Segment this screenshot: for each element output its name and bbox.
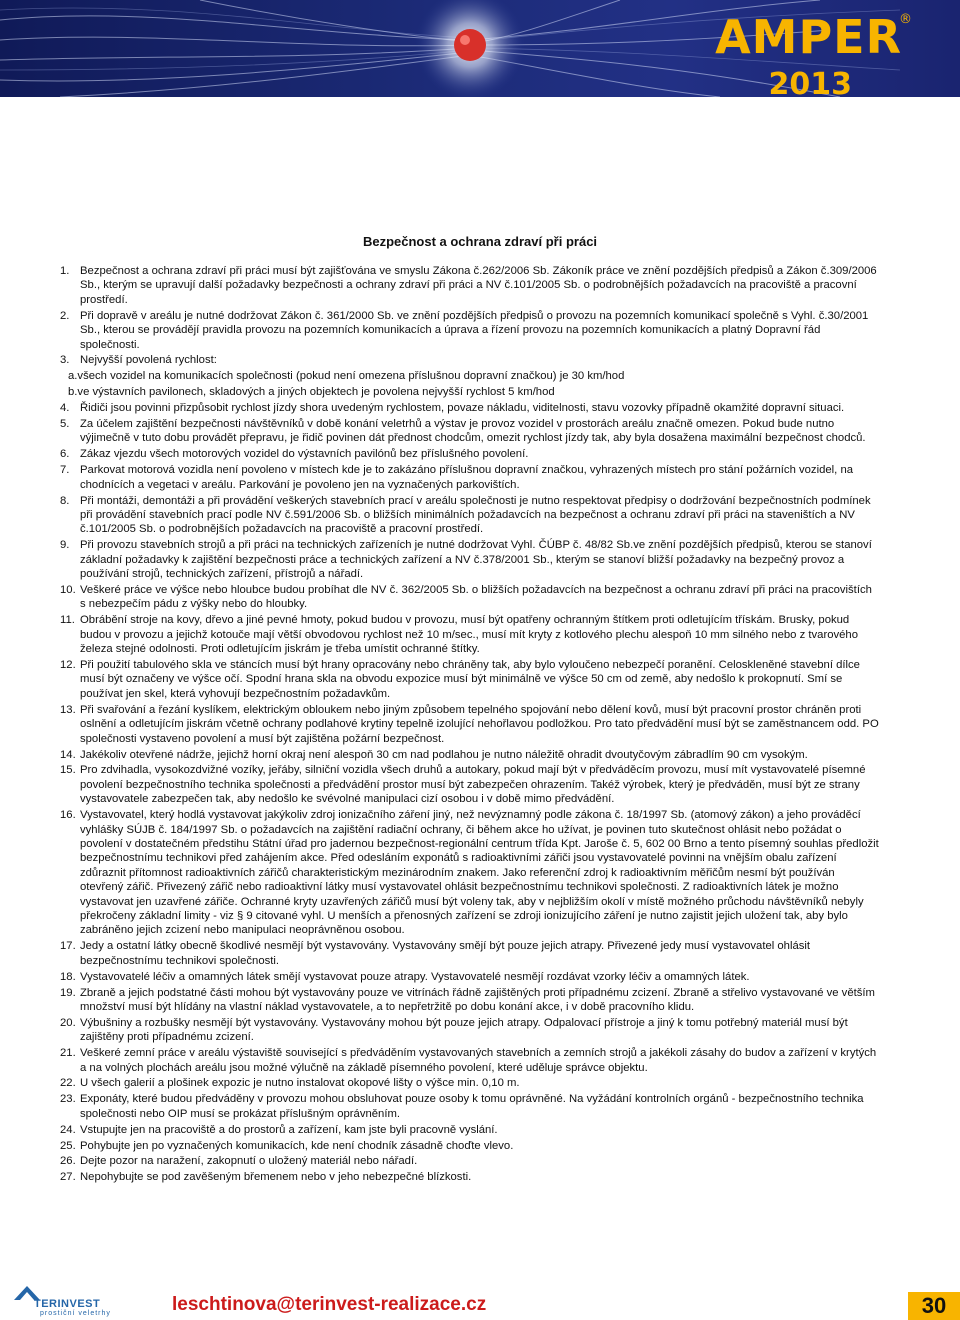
list-item-number: a. bbox=[68, 370, 78, 383]
list-item-text: všech vozidel na komunikacích společnosti (pokud není omezena příslušnou dopravní značkou) je 30 km/hod bbox=[77, 370, 625, 383]
list-item bbox=[60, 264, 880, 307]
list-item-number: 12. bbox=[60, 659, 76, 672]
list-item bbox=[60, 1046, 880, 1075]
list-item-number: 26. bbox=[60, 1155, 76, 1168]
registered-mark: ® bbox=[899, 12, 912, 27]
list-item-text: Veškeré práce ve výšce nebo hloubce budou probíhat dle NV č. 362/2005 Sb. o bližších požadavcích na bezpečnost a ochranu zdraví při práci na pracovištích s nebezpečím pádu z výšky nebo do hloubky. bbox=[80, 584, 872, 611]
list-item-number: 8. bbox=[60, 494, 70, 507]
list-item-number: 2. bbox=[60, 309, 70, 322]
list-item-number: 4. bbox=[60, 402, 70, 415]
header-banner bbox=[0, 0, 960, 97]
list-item bbox=[60, 369, 880, 383]
list-item-text: Při použití tabulového skla ve stáncích musí být hrany opracovány nebo chráněny tak, aby bylo vyloučeno nebezpečí poranění. Celoskleněné stavební dílce musí být označeny ve výšce očí. Spodní hrana skla na obvodu expozice musí být minimálně ve výšce 50 cm od země, aby nedošlo k prokopnutí. Smí se používat jen skel, která vyhovují bezpečnostním požadavkům. bbox=[80, 659, 860, 700]
list-item-text: Zbraně a jejich podstatné části mohou být vystavovány pouze ve vitrínách řádně zajištěných proti případnému zcizení. Zbraně a střelivo vystavované ve větším množství musí být hlídány na vlastní náklad vystavovatele, a to nepřetržitě po dobu konání akce, i v době pracovního klidu. bbox=[80, 986, 875, 1013]
list-item-number: 11. bbox=[60, 614, 75, 627]
list-item-number: 15. bbox=[60, 764, 76, 777]
list-item-number: 1. bbox=[60, 265, 70, 277]
list-item-number: 21. bbox=[60, 1047, 76, 1060]
list-item-number: 13. bbox=[60, 703, 76, 716]
list-item bbox=[60, 1154, 880, 1168]
list-item-number: 10. bbox=[60, 584, 76, 597]
contact-email[interactable]: leschtinova@terinvest-realizace.cz bbox=[172, 1294, 487, 1315]
list-item-text: Pohybujte jen po vyznačených komunikacích, kde není chodník zásadně choďte vlevo. bbox=[80, 1139, 514, 1152]
list-item-text: Při montáži, demontáži a při provádění veškerých stavebních prací v areálu společnosti je nutno respektovat předpisy o dodržování bezpečnostních podmínek při provádění stavebních prací podle NV č.591/2006 Sb. o bližších minimálních požadavcích na bezpečnost a ochranu zdraví při práci na staveništích a NV č.101/2005 Sb. o podrobnějších požadavcích na pracoviště a pracovní prostředí. bbox=[80, 494, 871, 536]
list-item-number: 9. bbox=[60, 539, 70, 552]
list-item-text: Parkovat motorová vozidla není povoleno v místech kde je to zakázáno příslušnou dopravní značkou, vyhrazených místech pro stání požárních vozidel, na chodnících a vegetaci v areálu. Parkování je povoleno jen na vyznačených parkovištích. bbox=[80, 464, 854, 491]
list-item bbox=[60, 417, 880, 446]
list-item-number: 16. bbox=[60, 809, 76, 822]
list-item bbox=[60, 1076, 880, 1090]
list-item bbox=[60, 1139, 880, 1153]
list-item-number: 3. bbox=[60, 354, 70, 367]
list-item-text: Zákaz vjezdu všech motorových vozidel do výstavních pavilónů bez příslušného povolení. bbox=[80, 448, 529, 461]
list-item-text: Jedy a ostatní látky obecně škodlivé nesmějí být vystavovány. Vystavovány smějí být pouze jejich atrapy. Přivezené jedy musí vystavovatel ohlásit bezpečnostnímu technikovi společnosti. bbox=[80, 940, 811, 967]
list-item-text: Pro zdvihadla, vysokozdvižné vozíky, jeřáby, silniční vozidla všech druhů a autokary, pokud mají být v předváděcím provozu, musí mít vystavovatelé písemné povolení bezpečnostního technika společnosti a předvádění prostor musí být zabezpečen ohrazením. Takéž výrobek, který je předváděn, musí být ze strany vystavovatele zabezpečen tak, aby nedošlo ke svévolné manipulaci cizí osobou i v době mimo předvádění. bbox=[80, 764, 866, 806]
list-item-number: 24. bbox=[60, 1123, 76, 1136]
list-item bbox=[60, 1092, 880, 1121]
list-item bbox=[60, 1016, 880, 1045]
list-item-text: Při provozu stavebních strojů a při práci na technických zařízeních je nutné dodržovat Vyhl. ČÚBP č. 48/82 Sb.ve znění pozdějších předpisů, kterou se stanoví základní požadavky k zajištění bezpečnosti práce a technických zařízení a NV č.378/2001 Sb., kterým se stanoví bližší požadavky na bezpečný provoz a používání strojů, technických zařízení, přístrojů a nářadí. bbox=[80, 539, 872, 581]
list-item-text: Nepohybujte se pod zavěšeným břemenem nebo v jeho nebezpečné blízkosti. bbox=[80, 1171, 472, 1184]
list-item bbox=[60, 658, 880, 701]
list-item-text: Bezpečnost a ochrana zdraví při práci musí být zajišťována ve smyslu Zákona č.262/2006 Sb. Zákoník práce ve znění pozdějších předpisů a Zákon č.309/2006 Sb., kterým se upravují další požadavky bezpečnosti a ochrany zdraví při práci a NV č.101/2005 Sb. o podrobnějších požadavcích na pracoviště a pracovní prostředí. bbox=[80, 265, 877, 306]
brand-logo: AMPER bbox=[715, 10, 902, 64]
list-item-number: 19. bbox=[60, 986, 76, 999]
list-item-text: Veškeré zemní práce v areálu výstaviště související s předváděním vystavovaných stavebních a zemních strojů a jakékoli zásahy do budov a zařízení v krytých a na volných plochách areálu jsou možné výlučně na základě písemného povolení, které uděluje správce objektu. bbox=[80, 1047, 877, 1074]
list-item bbox=[60, 808, 880, 938]
list-item-number: 25. bbox=[60, 1139, 76, 1152]
list-item-text: U všech galerií a plošinek expozic je nutno instalovat okopové lišty o výšce min. 0,10 m. bbox=[80, 1077, 520, 1090]
page-number: 30 bbox=[908, 1292, 960, 1320]
list-item-number: 5. bbox=[60, 418, 70, 431]
list-item bbox=[60, 401, 880, 415]
list-item bbox=[60, 353, 880, 367]
list-item bbox=[60, 538, 880, 581]
list-item-number: 27. bbox=[60, 1171, 76, 1184]
list-item bbox=[60, 463, 880, 492]
list-item-text: Exponáty, které budou předváděny v provozu mohou obsluhovat pouze osoby k tomu oprávněné. Na vyžádání kontrolních orgánů - bezpečnostního technika společnosti nebo OIP musí se prokázat příslušným oprávněním. bbox=[80, 1093, 864, 1120]
list-item-number: 7. bbox=[60, 464, 70, 477]
list-item bbox=[60, 703, 880, 746]
list-item bbox=[60, 494, 880, 537]
list-item bbox=[60, 939, 880, 968]
list-item bbox=[60, 309, 880, 352]
terinvest-logo-subtitle: prostiční veletrhy bbox=[40, 1310, 111, 1317]
list-item bbox=[60, 748, 880, 762]
list-item bbox=[60, 1123, 880, 1137]
list-item-text: ve výstavních pavilonech, skladových a jiných objektech je povolena nejvyšší rychlost 5 km/hod bbox=[77, 386, 555, 399]
list-item-text: Vystavovatelé léčiv a omamných látek smějí vystavovat pouze atrapy. Vystavovatelé nesmějí rozdávat vzorky léčiv a omamných látek. bbox=[80, 970, 750, 983]
list-item-text: Řidiči jsou povinni přizpůsobit rychlost jízdy shora uvedeným rychlostem, povaze nákladu, viditelnosti, stavu vozovky případně okamžité dopravní situaci. bbox=[80, 402, 845, 415]
list-item bbox=[60, 583, 880, 612]
terinvest-logo-text: TERINVEST bbox=[34, 1298, 101, 1310]
list-item-text: Výbušniny a rozbušky nesmějí být vystavovány. Vystavovány mohou být pouze jejich atrapy. Odpalovací přístroje a jiný k tomu potřebný materiál musí být zajištěny proti případnému zcizení. bbox=[80, 1016, 848, 1044]
list-item-number: 6. bbox=[60, 448, 70, 461]
list-item bbox=[60, 970, 880, 984]
list-item-text: Vystavovatel, který hodlá vystavovat jakýkoliv zdroj ionizačního záření jiný, než nevýznamný podle zákona č. 18/1997 Sb. (atomový zákon) a jeho prováděcí vyhlášky SÚJB č. 184/1997 Sb. o požadavcích na zajištění radiační ochrany, či během akce ho užívat, je povinen tuto skutečnost ohlásit nebo požádat o povolení v dostatečném předstihu Státní úřad pro jadernou bezpečnost-regionální centrum třída Kpt. Jaroše č. 5, 602 00 Brno a tento písemný souhlas předložit bezpečnostnímu technikovi před zahájením akce. Před odesláním exponátů s radioaktivními zářiči jsou vystavovatelé povinni na vnějším obalu zařízení zdůraznit přítomnost radioaktivních zářičů charakteristickým mezinárodním znakem. Jako referenční zdroj k radioaktivním měřičům nesmí být používán otevřený zářič. Přivezený zářič nebo radioaktivní látky musí vystavovatel ohlásit bezpečnostnímu technikovi společnosti. Z radioaktivních látek je možno vystavovat jen uzavřené zářiče. Ochranné kryty uzavřených zářičů musí být voleny tak, aby v nejbližším okolí v místě možného průchodu návštěvníků nebyly překročeny základní limity - viz § 9 citované vyhl. U menších a přenosných zařízení se zdroji ionizujícího záření je nutno zajistit jejich uložení tak, aby bylo zabráněno jejich zcizení nebo manipulaci neoprávněnou osobou. bbox=[80, 809, 879, 937]
rules-list bbox=[60, 264, 880, 1186]
list-item-text: Při dopravě v areálu je nutné dodržovat Zákon č. 361/2000 Sb. ve znění pozdějších předpisů o provozu na pozemních komunikací společně s Vyhl. č.30/2001 Sb., kterou se provádějí pravidla provozu na pozemních komunikacích a úprava a řízení provozu na pozemních komunikacích a platný Dopravní řád společnosti. bbox=[80, 309, 869, 351]
list-item bbox=[60, 1170, 880, 1184]
list-item bbox=[60, 447, 880, 461]
list-item bbox=[60, 613, 880, 656]
page-title: Bezpečnost a ochrana zdraví při práci bbox=[362, 234, 598, 249]
list-item-text: Obrábění stroje na kovy, dřevo a jiné pevné hmoty, pokud budou v provozu, musí být opatřeny ochranným štítkem proti odletujícím třískám. Brusky, pokud budou v provozu a jejichž kotouče mají větší obvodovou rychlost než 10 m/sec., musí mít kryty z kotlového plechu alespoň 10 mm silného nebo z tvarového železa stejné odolnosti. Proti odletujícím jiskrám je třeba umístit ochranné štítky. bbox=[80, 614, 859, 656]
list-item-text: Při svařování a řezání kyslíkem, elektrickým obloukem nebo jiným způsobem tepelného spojování nebo dělení kovů, musí být pracovní prostor chráněn proti oslnění a odletujícím jiskrám včetně ochrany podlahové krytiny tepelně izolující nehořlavou podložkou. Pro tato předvádění musí být se zaměstnancem odd. PO společnosti vystaveno povolení a musí být zajištěna požární bezpečnost. bbox=[80, 703, 879, 745]
list-item-text: Za účelem zajištění bezpečnosti návštěvníků v době konání veletrhů a výstav je provoz vozidel v prostorách areálu značně omezen. Pokud bude nutno výjimečně v tuto dobu provádět přepravu, je řidič povinen dát přednost chodcům, omezit rychlost jízdy tak, aby byla dosažena maximální bezpečnost chodců. bbox=[80, 418, 866, 445]
list-item-number: 20. bbox=[60, 1016, 76, 1029]
list-item-number: 17. bbox=[60, 940, 76, 953]
list-item bbox=[60, 986, 880, 1015]
list-item bbox=[60, 385, 880, 399]
list-item-number: b. bbox=[68, 386, 78, 399]
brand-year: 2013 bbox=[768, 67, 852, 97]
list-item-number: 14. bbox=[60, 748, 76, 761]
list-item-text: Nejvyšší povolená rychlost: bbox=[80, 354, 217, 367]
list-item-number: 22. bbox=[60, 1077, 76, 1090]
list-item-text: Jakékoliv otevřené nádrže, jejichž horní okraj není alespoň 30 cm nad podlahou je nutno náležitě ohradit dvoutyčovým zábradlím 90 cm vysokým. bbox=[80, 748, 808, 761]
list-item-number: 23. bbox=[60, 1093, 76, 1106]
list-item-number: 18. bbox=[60, 970, 76, 983]
list-item-text: Dejte pozor na naražení, zakopnutí o uložený materiál nebo nářadí. bbox=[80, 1155, 418, 1168]
list-item-text: Vstupujte jen na pracoviště a do prostorů a zařízení, kam jste byli pracovně vyslání. bbox=[80, 1123, 498, 1136]
list-item bbox=[60, 763, 880, 806]
